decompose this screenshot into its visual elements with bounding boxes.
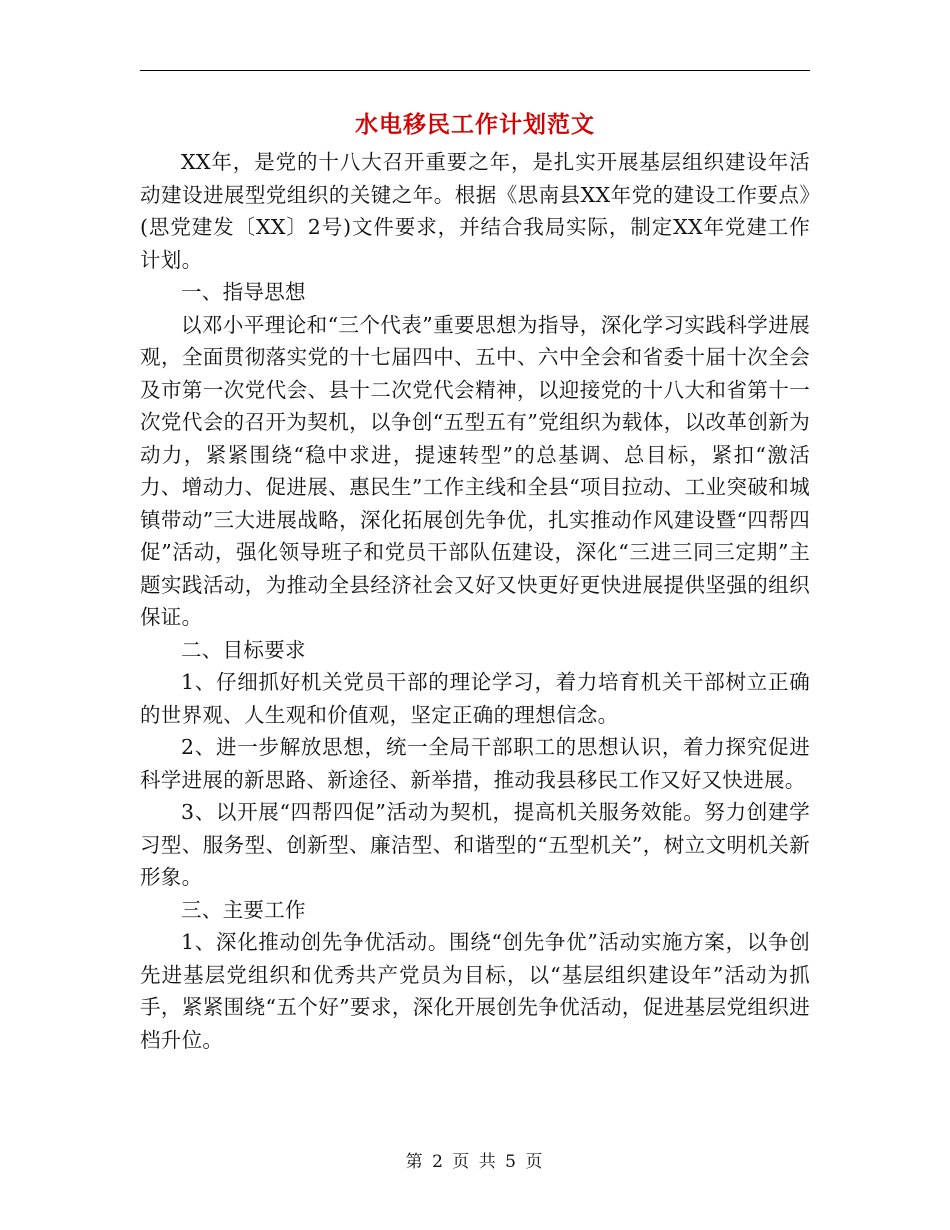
- paragraph-goal-3: 3、以开展“四帮四促”活动为契机，提高机关服务效能。努力创建学习型、服务型、创新型、廉洁型、和谐型的“五型机关”，树立文明机关新形象。: [140, 800, 810, 889]
- document-title: 水电移民工作计划范文: [355, 112, 595, 138]
- paragraph-work-1: 1、深化推动创先争优活动。围绕“创先争优”活动实施方案，以争创先进基层党组织和优秀共产党员为目标，以“基层组织建设年”活动为抓手，紧紧围绕“五个好”要求，深化开展创先争优活动，促进基层党组织进档升位。: [140, 930, 810, 1052]
- section-heading-guiding-ideology: 一、指导思想: [181, 280, 306, 304]
- document-body: [140, 146, 810, 1056]
- paragraph-guiding-ideology: 以邓小平理论和“三个代表”重要思想为指导，深化学习实践科学进展观，全面贯彻落实党的十七届四中、五中、六中全会和省委十届十次全会及市第一次党代会、县十二次党代会精神，以迎接党的十八大和省第十一次党代会的召开为契机，以争创“五型五有”党组织为载体，以改革创新为动力，紧紧围绕“稳中求进，提速转型”的总基调、总目标，紧扣“激活力、增动力、促进展、惠民生”工作主线和全县“项目拉动、工业突破和城镇带动”三大进展战略，深化拓展创先争优，扎实推动作风建设暨“四帮四促”活动，强化领导班子和党员干部队伍建设，深化“三进三同三定期”主题实践活动，为推动全县经济社会又好又快更好更快进展提供坚强的组织保证。: [140, 312, 810, 629]
- paragraph-goal-2: 2、进一步解放思想，统一全局干部职工的思想认识，着力探究促进科学进展的新思路、新途径、新举措，推动我县移民工作又好又快进展。: [140, 735, 810, 792]
- section-heading-main-work: 三、主要工作: [181, 897, 306, 922]
- header-rule: [140, 70, 810, 71]
- page-number-footer: 第 2 页 共 5 页: [405, 1152, 545, 1172]
- paragraph-intro: XX年，是党的十八大召开重要之年，是扎实开展基层组织建设年活动建设进展型党组织的关键之年。根据《思南县XX年党的建设工作要点》(思党建发〔XX〕2号)文件要求，并结合我局实际，制定XX年党建工作计划。: [140, 150, 810, 272]
- section-heading-goals: 二、目标要求: [181, 637, 306, 662]
- paragraph-goal-1: 1、仔细抓好机关党员干部的理论学习，着力培育机关干部树立正确的世界观、人生观和价值观，坚定正确的理想信念。: [140, 670, 810, 727]
